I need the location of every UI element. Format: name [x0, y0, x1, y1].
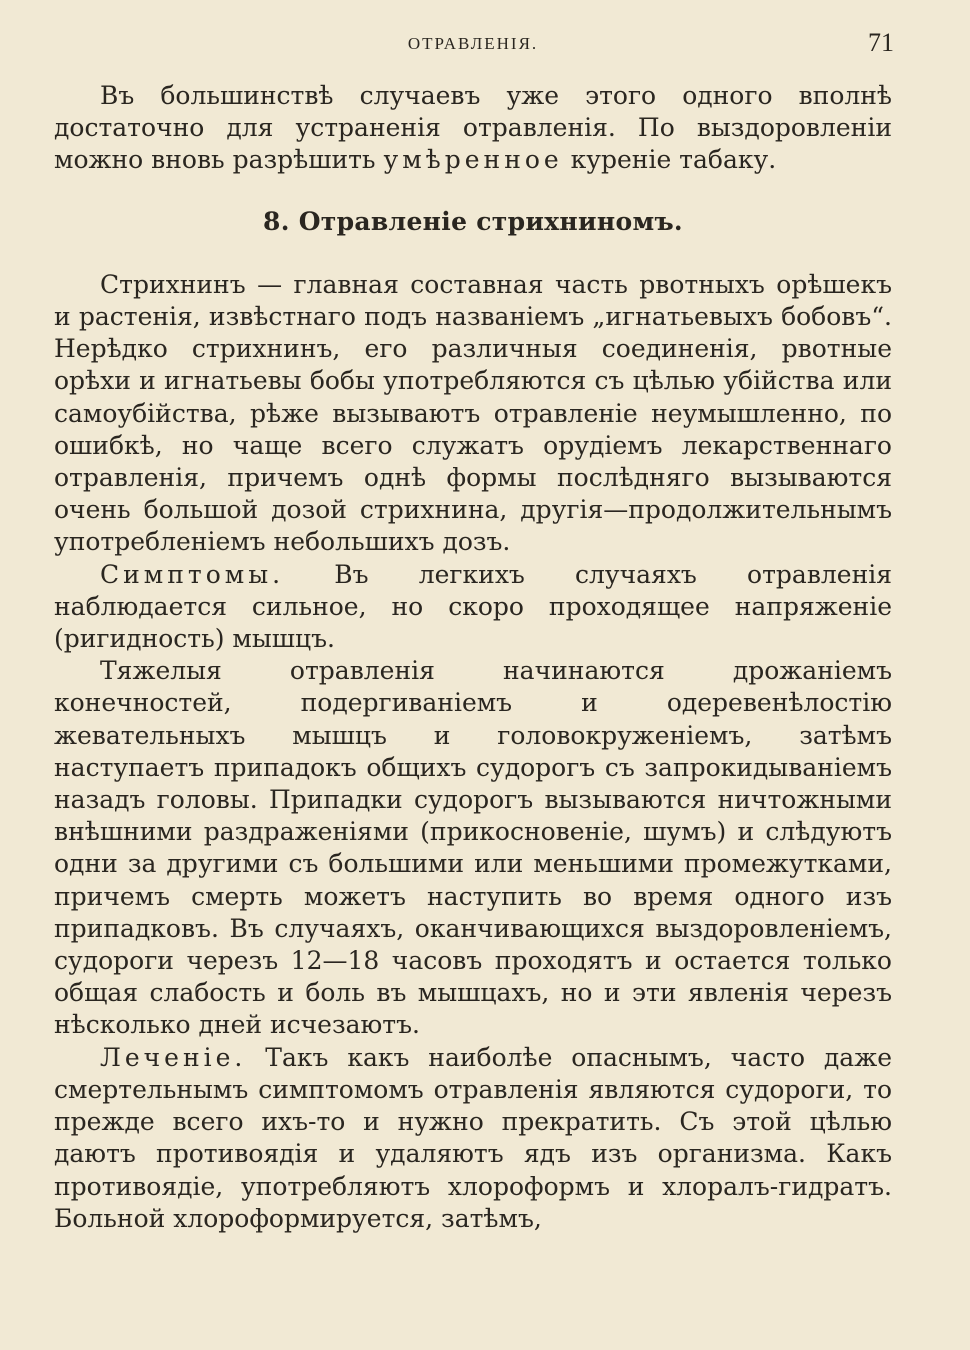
- paragraph-strychnine: Стрихнинъ — главная составная часть рвотныхъ орѣшекъ и растенія, извѣстнаго подъ названіемъ „игнатьевыхъ бобовъ“. Нерѣдко стрихнинъ, его различныя соединенія, рвотные орѣхи и игнатьевы бобы употребляются съ цѣлью убійства или самоубійства, рѣже вызываютъ отравленіе неумышленно, по ошибкѣ, но чаще всего служатъ орудіемъ лекарственнаго отравленія, причемъ однѣ формы послѣдняго вызываются очень большой дозой стрихнина, другія—продолжительнымъ употребленіемъ небольшихъ дозъ.: [54, 269, 892, 557]
- paragraph-treatment: [54, 1042, 892, 1235]
- paragraph-text: Въ большинствѣ случаевъ уже этого одного вполнѣ достаточно для устраненія отравленія. По выздоровленіи можно вновь разрѣшить: [54, 81, 892, 175]
- paragraph-text: Такъ какъ наиболѣе опаснымъ, часто даже смертельнымъ симптомомъ отравленія являются судороги, то прежде всего ихъ-то и нужно прекратить. Съ этой цѣлью даютъ противоядія и удаляютъ ядъ изъ организма. Какъ противоядіе, употребляютъ хлороформъ и хлоралъ-гидратъ. Больной хлороформируется, затѣмъ,: [54, 1042, 892, 1233]
- spaced-emphasis: умѣренное: [383, 145, 563, 175]
- paragraph-symptoms: [54, 559, 892, 656]
- page-number: 71: [868, 28, 894, 57]
- section-heading: 8. Отравленіе стрихниномъ.: [263, 206, 683, 236]
- paragraph-text: Въ легкихъ случаяхъ отравленія наблюдается сильное, но скоро проходящее напряженіе (ригидность) мышцъ.: [54, 559, 892, 654]
- running-title: ОТРАВЛЕНІЯ.: [407, 34, 539, 53]
- page-text: [54, 80, 892, 1235]
- paragraph-severe-poisoning: Тяжелыя отравленія начинаются дрожаніемъ конечностей, подергиваніемъ и одеревенѣлостію жевательныхъ мышцъ и головокруженіемъ, затѣмъ наступаетъ припадокъ общихъ судорогъ съ запрокидываніемъ назадъ головы. Припадки судорогъ вызываются ничтожными внѣшними раздраженіями (прикосновеніе, шумъ) и слѣдуютъ одни за другими съ большими или меньшими промежутками, причемъ смерть можетъ наступить во время одного изъ припадковъ. Въ случаяхъ, оканчивающихся выздоровленіемъ, судороги черезъ 12—18 часовъ проходятъ и остается только общая слабость и боль въ мышцахъ, но и эти явленія черезъ нѣсколько дней исчезаютъ.: [54, 656, 892, 1040]
- running-head: [54, 26, 892, 60]
- paragraph-text: куреніе табаку.: [562, 145, 777, 175]
- treatment-label: Леченіе.: [100, 1042, 247, 1072]
- symptoms-label: Симптомы.: [100, 559, 285, 589]
- paragraph-continuation: [54, 80, 892, 177]
